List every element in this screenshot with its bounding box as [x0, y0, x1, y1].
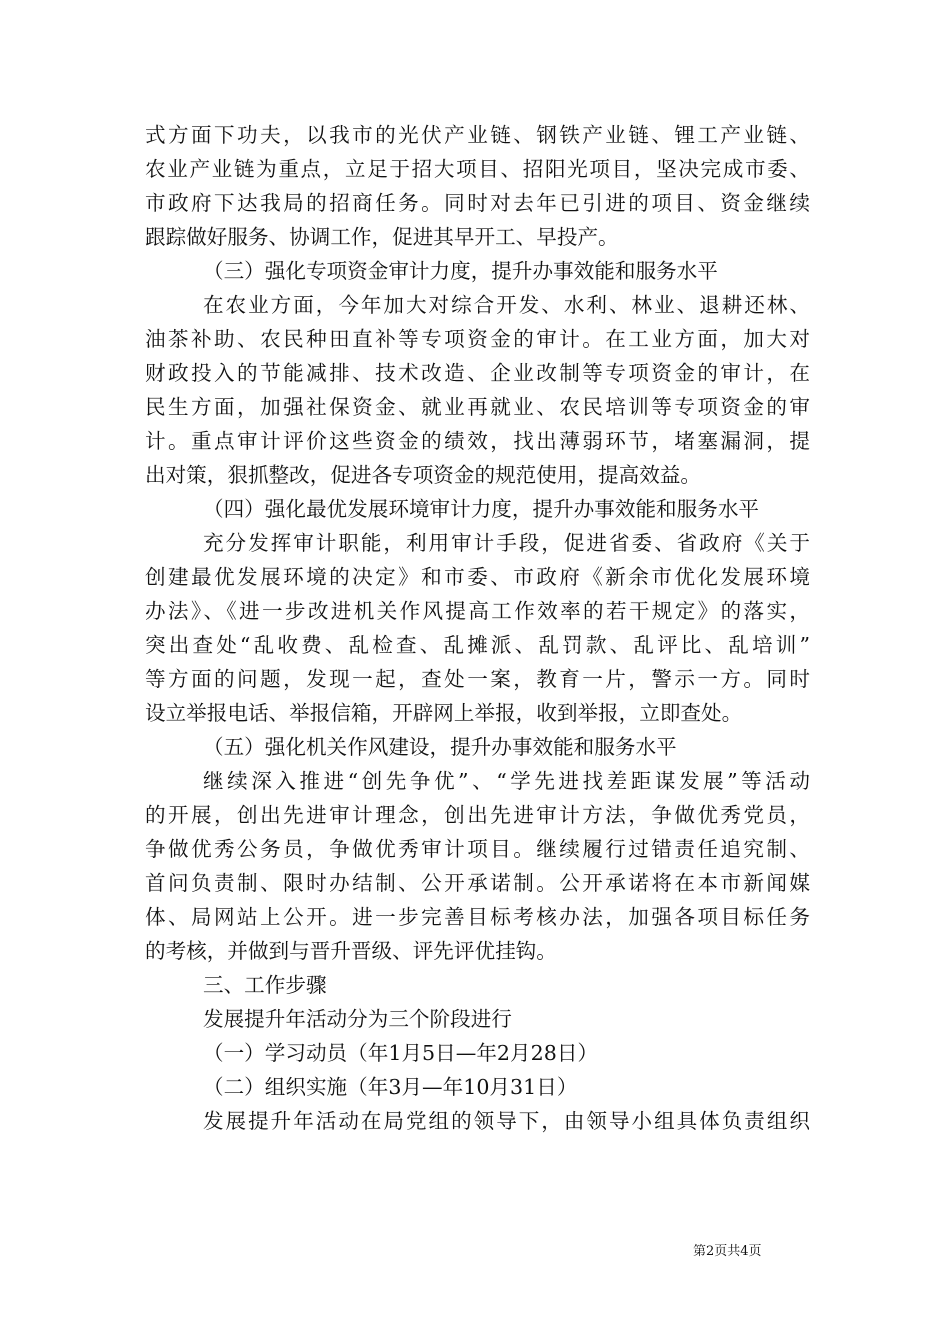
text-line: 市政府下达我局的招商任务。同时对去年已引进的项目、资金继续 — [145, 191, 810, 215]
text-line: 创建最优发展环境的决定》和市委、市政府《新余市优化发展环境 — [145, 565, 810, 589]
section-heading-3: （三）强化专项资金审计力度，提升办事效能和服务水平 — [203, 259, 718, 283]
text-line: 突出查处“乱收费、乱检查、乱摊派、乱罚款、乱评比、乱培训” — [145, 633, 810, 657]
text-line: 民生方面，加强社保资金、就业再就业、农民培训等专项资金的审 — [145, 395, 810, 419]
step-2-line: （二）组织实施（年3月—年10月31日） — [203, 1075, 578, 1099]
text-line: 的开展，创出先进审计理念，创出先进审计方法，争做优秀党员， — [145, 803, 810, 827]
text-line: 计。重点审计评价这些资金的绩效，找出薄弱环节，堵塞漏洞，提 — [145, 429, 810, 453]
text-line: 继续深入推进“创先争优”、“学先进找差距谋发展”等活动 — [203, 769, 810, 793]
text-line: 等方面的问题，发现一起，查处一案，教育一片，警示一方。同时 — [145, 667, 810, 691]
text-line: 出对策，狠抓整改，促进各专项资金的规范使用，提高效益。 — [145, 463, 702, 487]
text-line: 财政投入的节能减排、技术改造、企业改制等专项资金的审计，在 — [145, 361, 810, 385]
text-line: 油茶补助、农民种田直补等专项资金的审计。在工业方面，加大对 — [145, 327, 810, 351]
text-line: 农业产业链为重点，立足于招大项目、招阳光项目，坚决完成市委、 — [145, 157, 810, 181]
text-line: 首问负责制、限时办结制、公开承诺制。公开承诺将在本市新闻媒 — [145, 871, 810, 895]
text-line: 在农业方面，今年加大对综合开发、水利、林业、退耕还林、 — [203, 293, 810, 317]
section-heading-5: （五）强化机关作风建设，提升办事效能和服务水平 — [203, 735, 677, 759]
text-line: 设立举报电话、举报信箱，开辟网上举报，收到举报，立即查处。 — [145, 701, 743, 725]
text-line: 发展提升年活动在局党组的领导下，由领导小组具体负责组织 — [203, 1109, 810, 1133]
section-heading-4: （四）强化最优发展环境审计力度，提升办事效能和服务水平 — [203, 497, 760, 521]
text-line: 发展提升年活动分为三个阶段进行 — [203, 1007, 512, 1031]
text-line: 跟踪做好服务、协调工作，促进其早开工、早投产。 — [145, 225, 619, 249]
text-line: 办法》、《进一步改进机关作风提高工作效率的若干规定》的落实， — [145, 599, 810, 623]
step-1-line: （一）学习动员（年1月5日—年2月28日） — [203, 1041, 599, 1065]
text-line: 式方面下功夫，以我市的光伏产业链、钢铁产业链、锂工产业链、 — [145, 123, 810, 147]
page-number-footer: 第2页共4页 — [693, 1244, 762, 1259]
text-line: 的考核，并做到与晋升晋级、评先评优挂钩。 — [145, 939, 557, 963]
section-heading-steps: 三、工作步骤 — [203, 973, 327, 997]
text-line: 争做优秀公务员，争做优秀审计项目。继续履行过错责任追究制、 — [145, 837, 810, 861]
document-body — [145, 118, 810, 1138]
text-line: 充分发挥审计职能，利用审计手段，促进省委、省政府《关于 — [203, 531, 810, 555]
text-line: 体、局网站上公开。进一步完善目标考核办法，加强各项目标任务 — [145, 905, 810, 929]
